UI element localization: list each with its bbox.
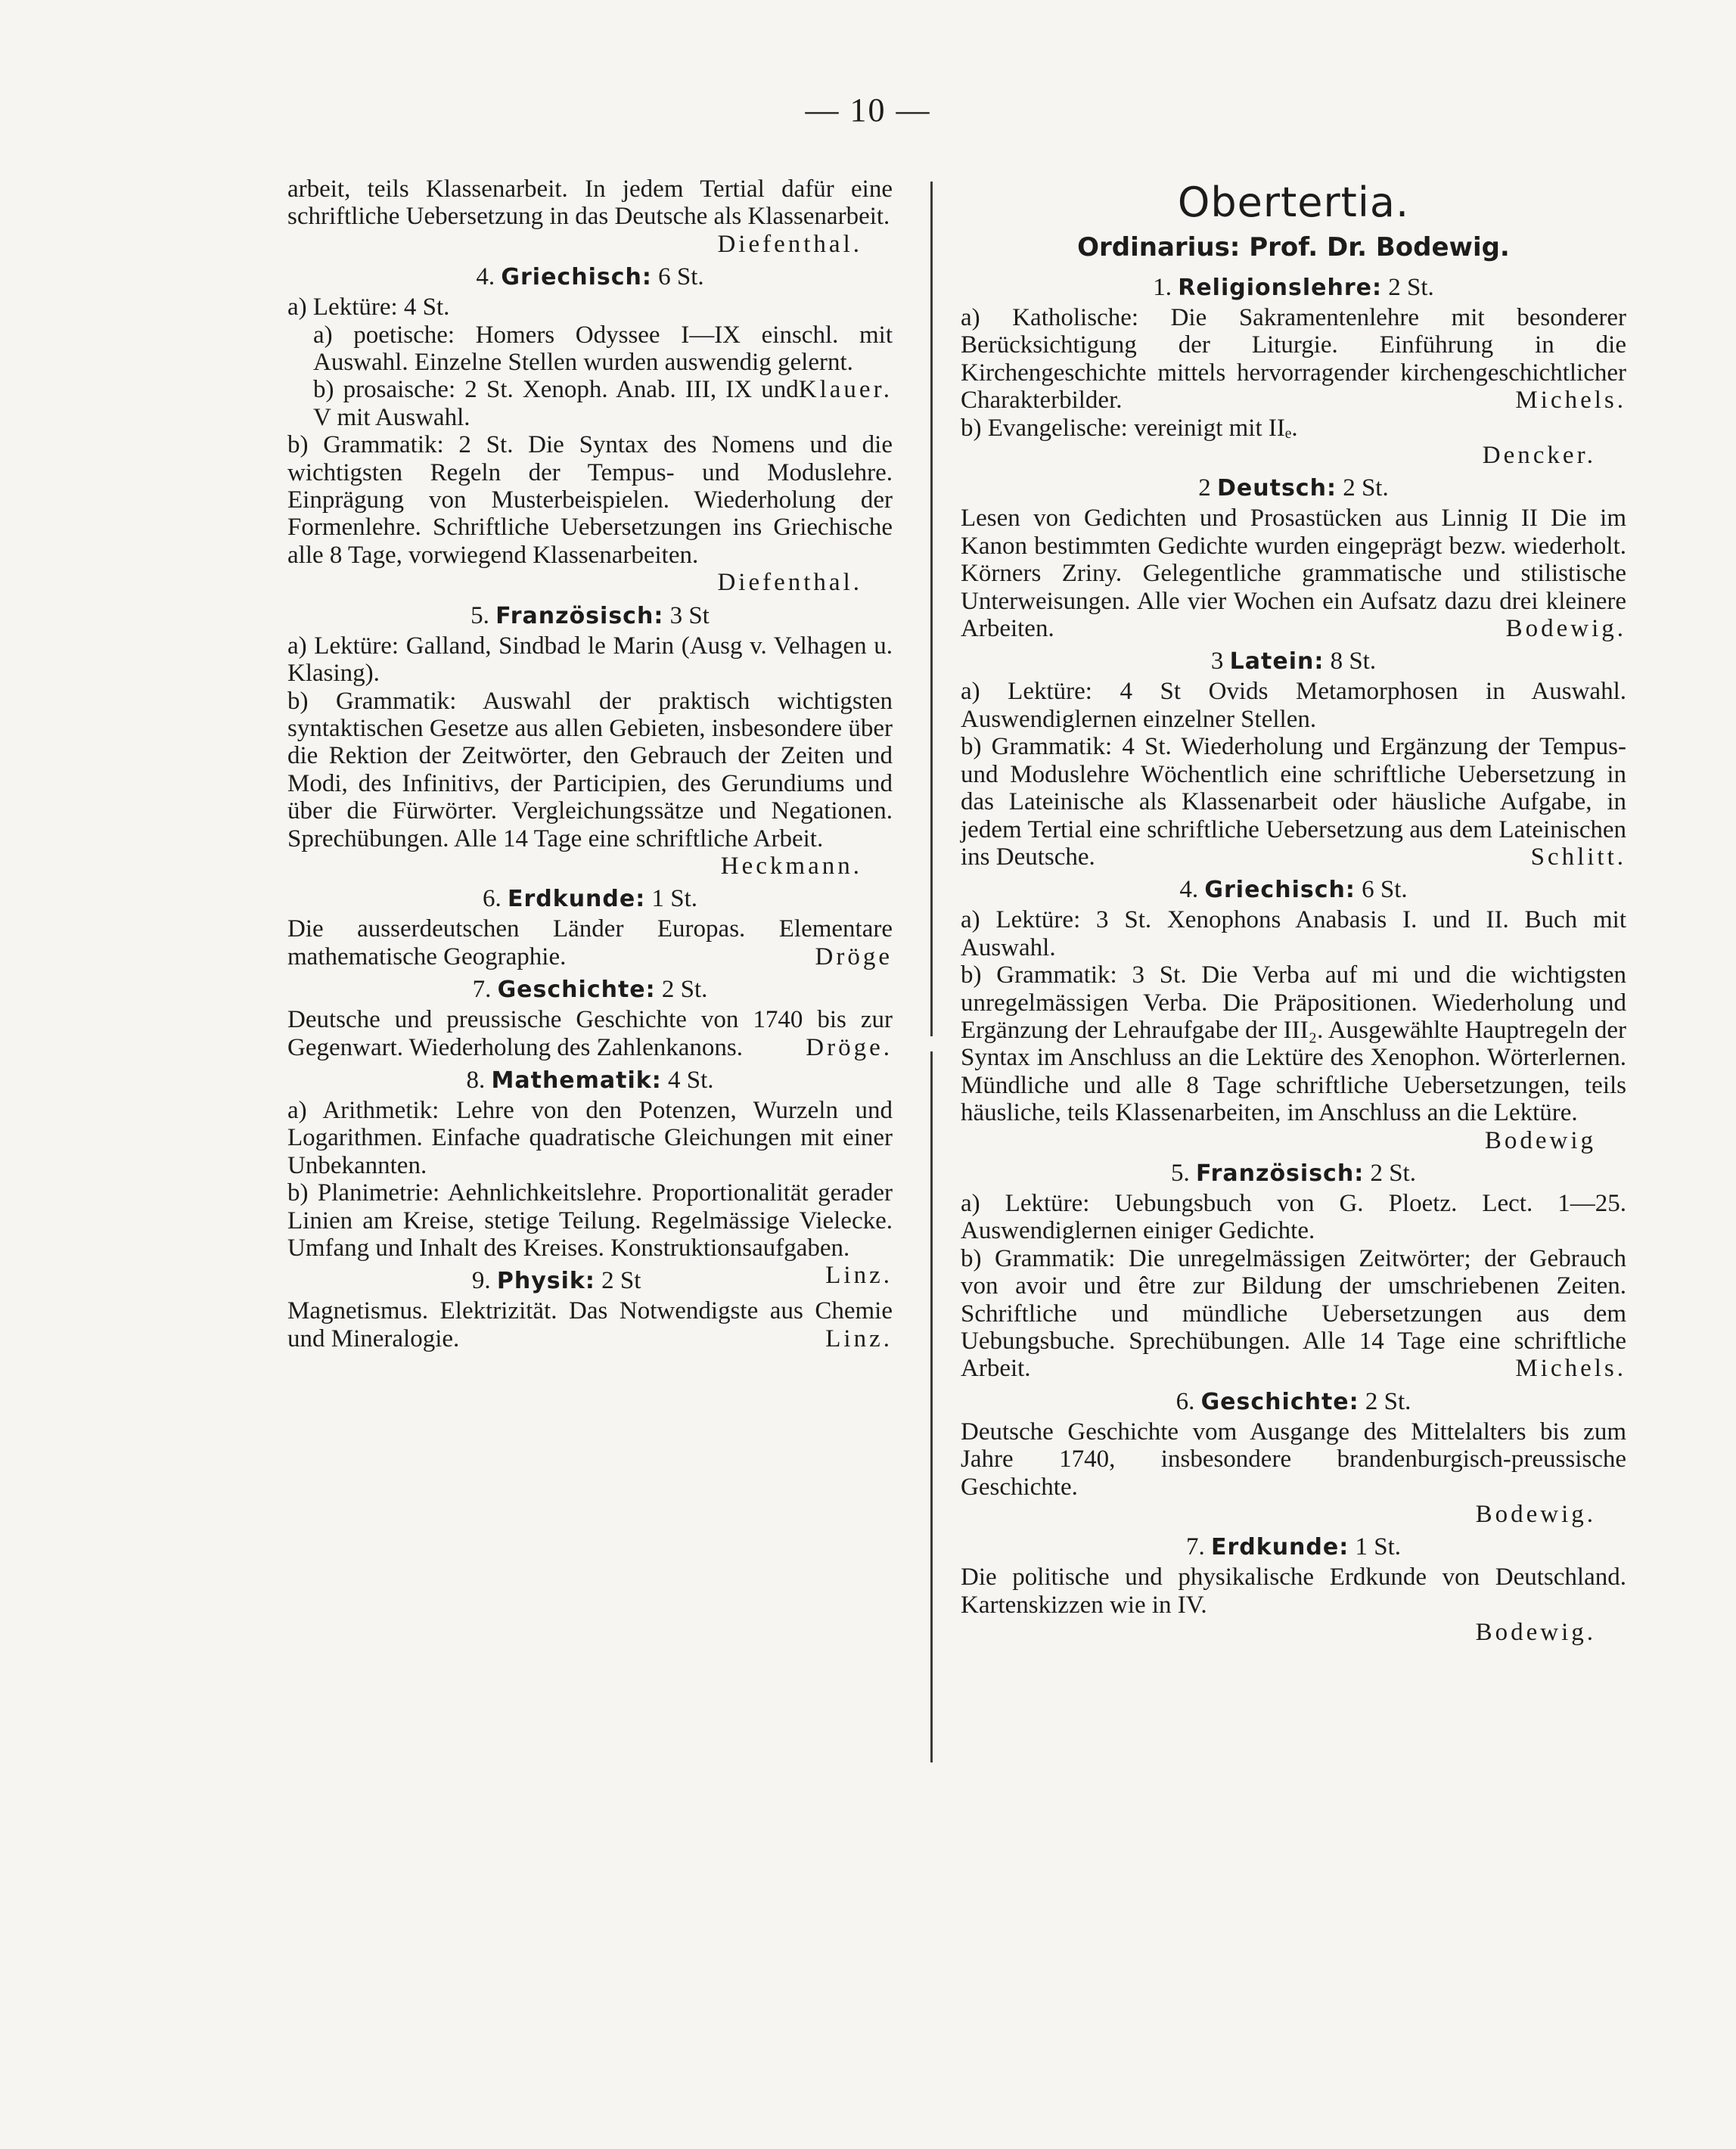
teacher: Dencker. [1482,442,1596,470]
subject-heading-franzoesisch-ot [961,1159,1626,1188]
subject-number: 7. [1185,1533,1205,1561]
subject-heading-erdkunde-ot [961,1533,1626,1562]
franzoesisch-ot-grammatik [961,1245,1626,1383]
religion-evangelisch: b) Evangelische: vereinigt mit IIₑ. [961,414,1298,442]
erdkunde-body: Die ausserdeutschen Länder Europas. Elementare mathematische Geographie. [287,915,893,970]
subject-heading-griechisch [287,262,893,292]
subject-number: 4. [1179,876,1199,904]
teacher: Linz. [825,1262,893,1290]
subject-heading-physik [287,1266,893,1296]
subject-name: Physik: [496,1268,595,1295]
left-column [287,175,893,1352]
subject-heading-religion [961,273,1626,303]
subject-hours: 6 St. [658,263,704,291]
teacher: Bodewig [1484,1126,1596,1154]
erdkunde-text [287,915,893,970]
subject-heading-geschichte-ot [961,1387,1626,1417]
class-title: Obertertia. [1177,179,1410,226]
subject-hours: 2 St. [1370,1159,1416,1187]
subject-number: 1. [1153,274,1172,301]
franzoesisch-ot-lektuere: a) Lektüre: Uebungsbuch von G. Ploetz. Lect. 1—25. Auswendiglernen einiger Gedichte. [961,1189,1626,1245]
subject-hours: 2 St. [1343,474,1389,502]
teacher: Dröge [815,943,893,970]
teacher: Bodewig. [1475,1619,1596,1647]
subject-name: Griechisch: [501,264,652,291]
teacher: Heckmann. [720,852,862,880]
subject-heading-erdkunde [287,884,893,914]
geschichte-text [287,1006,893,1061]
latein-grammatik [961,733,1626,871]
latein-grammatik-text: b) Grammatik: 4 St. Wiederholung und Ergänzung der Tempus- und Moduslehre Wöchentlich eine schriftliche Uebersetzung in das Lateinische als Klassenarbeit oder häusliche Aufgabe, in jedem Tertial eine schriftliche Uebersetzung aus dem Lateinischen ins Deutsche. [961,733,1626,871]
subject-heading-deutsch [961,474,1626,503]
subject-heading-geschichte [287,975,893,1005]
subject-number: 5. [470,601,489,629]
teacher: Bodewig. [1505,615,1626,643]
subject-name: Geschichte: [1200,1388,1359,1415]
physik-body: Magnetismus. Elektrizität. Das Notwendigste aus Chemie und Mineralogie. [287,1297,893,1352]
subject-number: 2 [1198,474,1211,502]
griechisch-poetische-text: a) poetische: Homers Odyssee I—IX einschl. mit Auswahl. Einzelne Stellen wurden auswendig gelernt. [313,321,893,377]
subject-hours: 2 St. [1388,274,1434,301]
subject-heading-franzoesisch [287,601,893,631]
subject-number: 5. [1171,1159,1190,1187]
griechisch-ot-lektuere: a) Lektüre: 3 St. Xenophons Anabasis I. und II. Buch mit Auswahl. [961,906,1626,961]
subject-name: Latein: [1229,648,1325,675]
teacher: Klauer. [798,376,893,404]
subject-number: 4. [476,263,495,291]
right-column [961,175,1626,1647]
subject-hours: 8 St. [1330,647,1377,675]
ordinarius: Ordinarius: Prof. Dr. Bodewig. [1077,232,1510,262]
deutsch-body: Lesen von Gedichten und Prosastücken aus Linnig II Die im Kanon bestimmten Gedichte wurden eingeprägt bezw. wiederholt. Körners Zriny. Gelegentliche grammatische und stilistische Unterweisungen. Alle vier Wochen ein Aufsatz dazu drei kleinere Arbeiten. [961,505,1626,643]
subject-hours: 2 St. [1365,1387,1411,1415]
religion-katholisch [961,304,1626,415]
religion-katholisch-text: a) Katholische: Die Sakramentenlehre mit besonderer Berücksichtigung der Liturgie. Einführung in die Kirchengeschichte mittels hervorragender kirchengeschichtlicher Charakterbilder. [961,304,1626,415]
geschichte-body: Deutsche und preussische Geschichte von 1740 bis zur Gegenwart. Wiederholung des Zahlenkanons. [287,1006,893,1061]
page-number: — 10 — [805,92,931,129]
subject-number: 8. [466,1066,486,1094]
column-divider-lower [930,1051,933,1762]
franzoesisch-grammatik: b) Grammatik: Auswahl der praktisch wichtigsten syntaktischen Gesetze aus allen Gebieten, insbesondere über die Rektion der Zeitwörter, den Gebrauch der Zeiten und Modi, des Infinitivs, der Participien, des Gerundiums und über die Fürwörter. Vergleichungssätze und Negationen. Sprechübungen. Alle 14 Tage eine schriftliche Arbeit. [287,687,893,852]
teacher: Diefenthal. [717,230,862,258]
teacher: Dröge. [806,1033,893,1061]
physik-text [287,1297,893,1352]
subject-heading-mathematik [287,1066,893,1095]
subject-name: Erdkunde: [1210,1534,1349,1561]
subject-hours: 2 St. [661,976,708,1004]
franzoesisch-ot-grammatik-text: b) Grammatik: Die unregelmässigen Zeitwörter; der Gebrauch von avoir und être zur Bildung der umschriebenen Zeiten. Schriftliche und mündliche Uebersetzungen aus dem Uebungsbuche. Sprechübungen. Alle 14 Tage eine schriftliche Arbeit. [961,1244,1626,1383]
mathematik-arithmetik: a) Arithmetik: Lehre von den Potenzen, Wurzeln und Logarithmen. Einfache quadratische Gleichungen mit einer Unbekannten. [287,1096,893,1179]
subject-name: Geschichte: [497,977,656,1004]
subject-number: 7. [472,976,492,1004]
geschichte-ot-text: Deutsche Geschichte vom Ausgange des Mittelalters bis zum Jahre 1740, insbesondere brandenburgisch-preussische Geschichte. [961,1418,1626,1501]
subject-number: 6. [1175,1387,1195,1415]
subject-hours: 6 St. [1362,876,1408,904]
griechisch-lektuere: a) Lektüre: 4 St. [287,293,450,321]
subject-hours: 2 St [601,1267,641,1295]
subject-name: Mathematik: [491,1067,662,1094]
griechisch-grammatik: b) Grammatik: 2 St. Die Syntax des Nomens und die wichtigsten Regeln der Tempus- und Moduslehre. Einprägung von Musterbeispielen. Wiederholung der Formenlehre. Schriftliche Uebersetzungen ins Griechische alle 8 Tage, vorwiegend Klassenarbeiten. [287,431,893,569]
teacher: Michels. [1515,1355,1626,1383]
intro-text: arbeit, teils Klassenarbeit. In jedem Tertial dafür eine schriftliche Uebersetzung in das Deutsche als Klassenarbeit. [287,175,893,231]
subject-number: 6. [482,885,502,913]
teacher: Michels. [1515,387,1626,415]
mathematik-planimetrie-text: b) Planimetrie: Aehnlichkeitslehre. Proportionalität gerader Linien am Kreise, stetige Teilung. Regelmässige Vielecke. Umfang und Inhalt des Kreises. Konstruktionsaufgaben. [287,1179,893,1262]
column-divider-upper [930,182,933,1036]
teacher: Schlitt. [1530,843,1626,871]
subject-hours: 1 St. [651,885,698,913]
subject-heading-griechisch-ot [961,875,1626,905]
subject-hours: 1 St. [1355,1533,1402,1561]
subject-name: Religionslehre: [1178,275,1382,301]
erdkunde-ot-text: Die politische und physikalische Erdkunde von Deutschland. Kartenskizzen wie in IV. [961,1564,1626,1619]
subject-heading-latein [961,647,1626,676]
griechisch-prosaische: b) prosaische: 2 St. Xenoph. Anab. III, IX und V mit Auswahl. [313,376,799,431]
subject-hours: 3 St [669,601,710,629]
latein-lektuere: a) Lektüre: 4 St Ovids Metamorphosen in Auswahl. Auswendiglernen einzelner Stellen. [961,678,1626,733]
subject-name: Französisch: [1196,1160,1365,1187]
subject-name: Deutsch: [1217,475,1337,502]
subject-name: Französisch: [495,602,664,629]
subject-name: Erdkunde: [507,886,646,913]
griechisch-ot-grammatik: b) Grammatik: 3 St. Die Verba auf mi und die wichtigsten unregelmässigen Verba. Die Präpositionen. Wiederholung und Ergänzung der Lehraufgabe der III₂. Ausgewählte Hauptregeln der Syntax im Anschluss an die Lektüre des Xenophon. Wörterlernen. Mündliche und alle 8 Tage schriftliche Uebersetzungen, teils häusliche, teils Klassenarbeiten, im Anschluss an die Lektüre. [961,961,1626,1127]
subject-number: 3 [1210,647,1224,675]
subject-hours: 4 St. [667,1066,714,1094]
subject-number: 9. [471,1267,491,1295]
subject-name: Griechisch: [1204,877,1356,904]
deutsch-text [961,505,1626,642]
teacher: Diefenthal. [717,569,862,597]
franzoesisch-lektuere: a) Lektüre: Galland, Sindbad le Marin (Ausg v. Velhagen u. Klasing). [287,632,893,688]
teacher: Bodewig. [1475,1501,1596,1529]
teacher: Linz. [825,1324,893,1352]
